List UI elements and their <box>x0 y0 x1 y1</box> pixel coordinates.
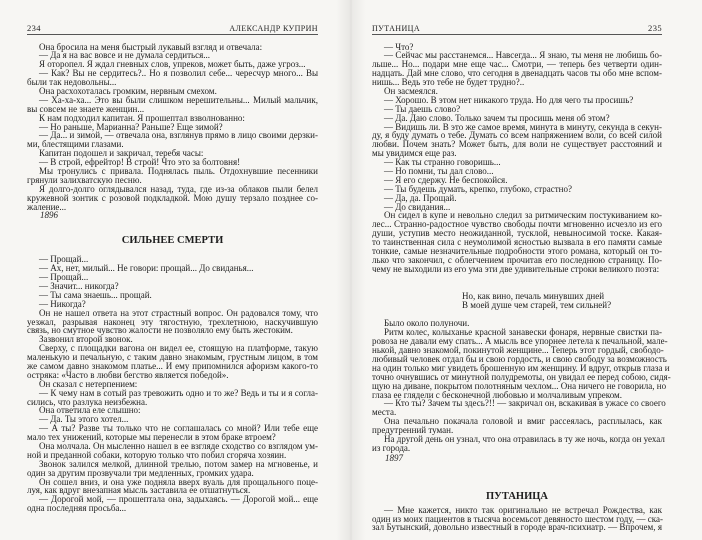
text-line: же самом давно знакомом платье... И ему припомнился афоризм какого-то <box>27 361 318 371</box>
text-line: Она расхохоталась громким, нервным смехом. <box>39 85 217 96</box>
text-line: тонкие, самые незначительные подробности этого романа, который он то- <box>372 245 662 256</box>
text-line: Она печально покачала головой и вмиг рассеялась, расплылась, как <box>384 416 662 427</box>
text-line: ми, блестящими глазами. <box>27 139 124 150</box>
paragraph <box>27 131 318 149</box>
text-line: Она бросила на меня быстрый лукавый взгляд и отвечала: <box>39 41 263 52</box>
verse-quote <box>462 292 662 310</box>
text-line: — Да. Ты этого хотел... <box>39 414 129 425</box>
paragraph <box>372 211 662 273</box>
paragraph <box>27 495 318 513</box>
text-line: — Я его сдержу. Не беспокойся. <box>384 174 508 185</box>
running-head: ПУТАНИЦА <box>372 24 421 33</box>
text-line: — А ты? Разве ты только что не соглашалась со мной? Или тебе еще <box>39 423 318 434</box>
text-line: — Ты будешь думать, крепко, глубоко, страстно? <box>384 183 572 194</box>
text-line: — Да. Даю слово. Только зачем ты просишь меня об этом? <box>384 112 610 123</box>
text-line: остряка: «Часто в любви бегство является победой». <box>27 369 229 380</box>
paragraph <box>27 69 318 87</box>
text-line: Он сказал с нетерпением: <box>39 378 138 389</box>
text-line: — Ха-ха-ха... Это вы были слишком нерешительны... Милый мальчик, <box>39 94 318 105</box>
book-gutter-shadow <box>336 0 366 540</box>
left-page <box>27 0 318 540</box>
text-line: Он сидел в купе и невольно следил за ритмическим постукиванием ко- <box>384 210 662 221</box>
text-line: Она молчала. Он мысленно нашел в ее взгляде сходство со взглядом ум- <box>39 441 318 452</box>
text-line: Я долго-долго оглядывался назад, туда, где из-за облаков пыли белел <box>39 183 318 194</box>
text-line: сились, что разлука неизбежна. <box>27 396 148 407</box>
right-page <box>372 0 671 540</box>
text-line: одна последняя просьба... <box>27 503 127 514</box>
text-line: грянули залихватскую песню. <box>27 174 142 185</box>
paragraph <box>27 424 318 442</box>
text-line: глаза ее глядели с бесконечной любовью и молчаливым упреком. <box>372 389 622 400</box>
text-line: один за другим прозвучали три медленных, громких удара. <box>27 467 254 478</box>
text-line: — В строй, ефрейтор! В строй! Что это за болтовня! <box>39 157 241 168</box>
text-line: на один только миг увидеть брошенную им женщину. И вдруг, открыв глаза и <box>372 362 670 373</box>
story-date: 1897 <box>385 452 403 463</box>
text-line: — Видишь ли. В это же самое время, минута в минуту, секунда в секун- <box>384 121 662 132</box>
paragraph <box>372 123 662 159</box>
paragraph <box>372 417 662 435</box>
text-line: из города. <box>372 442 411 453</box>
text-line: нькой, давно знакомой, покинутой женщине... Теперь этот гордый, свободо- <box>372 345 664 356</box>
text-line: маленькую и печальную, с таким давно знакомым, грустным лицом, в том <box>27 352 318 363</box>
page-header <box>372 24 662 35</box>
paragraph <box>372 434 665 453</box>
text-line: — Но помни, ты дал слово... <box>384 165 494 176</box>
text-line: чему не выходили из его ума эти две удивительные строки великого поэта: <box>372 263 660 274</box>
text-line: точно очнувшись от минутной полудремоты, он увидал ее перед собою, сидя- <box>372 371 671 382</box>
text-line: нишь... Ведь это тебе не будет трудно?.. <box>372 77 525 88</box>
text-line: Он сошел вниз, и она уже подняла вверх вуаль для прощального поце- <box>39 476 318 487</box>
text-line: — Прощай... <box>39 272 89 283</box>
text-line: луя, как вдруг внезапная мысль заставила ее отшатнуться. <box>27 485 251 496</box>
text-line: — Прощай... <box>39 254 89 265</box>
text-line: любви. Почем знать? Может быть, для воли не существует расстояний и <box>372 139 662 150</box>
story-date: 1896 <box>40 210 58 221</box>
text-line: — Что? <box>384 41 414 52</box>
paragraph <box>372 51 662 87</box>
text-line: вы совсем не знаете женщин... <box>27 103 145 114</box>
text-line: Зазвонил второй звонок. <box>39 334 133 345</box>
text-line: предутренний туман. <box>372 425 454 436</box>
text-line: надцать. Дай мне слово, что сегодня в двенадцать часов ты обо мне вспом- <box>372 68 662 79</box>
text-line: Она ответила еле слышно: <box>39 405 141 416</box>
text-line: мы увидимся еще раз. <box>372 148 457 159</box>
text-line: — Никогда? <box>39 298 86 309</box>
text-line: В моей душе чем старей, тем сильней? <box>462 299 612 310</box>
paragraph <box>372 398 666 418</box>
text-line: Было около полуночи. <box>384 318 470 329</box>
text-line: Но, как вино, печаль минувших дней <box>462 290 605 301</box>
text-line: любивый человек отдал бы и свою гордость, и свою свободу за возможность <box>372 354 667 364</box>
page-number: 234 <box>27 23 41 33</box>
paragraph <box>372 506 662 533</box>
story-title: ПУТАНИЦА <box>485 490 549 502</box>
paragraph <box>372 327 671 400</box>
text-line: связь, но смутное чувство жалости не позволяло ему быть жестоким. <box>27 325 293 336</box>
story-title: СИЛЬНЕЕ СМЕРТИ <box>121 234 224 246</box>
text-line: — Хорошо. В этом нет никакого труда. Но для чего ты просишь? <box>384 94 634 105</box>
paragraph <box>27 442 318 460</box>
text-line: — Да я на вас вовсе и не думала сердиться... <box>39 50 211 61</box>
page-body <box>372 41 671 533</box>
paragraph <box>27 185 318 212</box>
paragraph <box>27 167 318 185</box>
text-line: лько что закончил, с облегчением прочитав его последнюю страницу. По- <box>372 254 662 265</box>
text-line: уезжал, разрывая наконец эту тягостную, трехлетнюю, наскучившую <box>27 316 318 327</box>
text-line: Ритм колес, колыханье красной занавески фонаря, нервные свистки па- <box>384 327 662 338</box>
page-number: 235 <box>648 23 662 33</box>
text-line: ровоза не давали ему спать... А мысль все упорнее летела к печальной, мале- <box>372 336 668 347</box>
text-line: — Значит... никогда? <box>39 280 119 291</box>
text-line: — Сейчас мы расстанемся... Навсегда... Я знаю, ты меня не любишь бо- <box>384 50 662 61</box>
text-line: — К чему нам в сотый раз тревожить одно и то же? Ведь и ты и я согла- <box>39 387 318 398</box>
text-line: зал Бутынский, довольно известный в городе врач-психиатр. — Впрочем, я <box>372 522 662 533</box>
text-line: — Да... и зимой, — отвечала она, взглянув прямо в лицо своими дерзки- <box>39 130 318 141</box>
text-line: Капитан подошел и закричал, теребя часы: <box>39 148 204 159</box>
text-line: щую на диване, покрытом полотняным чехлом... Она ничего не говорила, но <box>372 380 667 391</box>
paragraph <box>27 478 318 496</box>
text-line: кружевной зонтик с розовой подкладкой. Мою душу терзало позднее со- <box>27 192 318 203</box>
text-line: ду, я буду думать о тебе. Думать со всем напряжением воли, со всей силой <box>372 130 662 141</box>
text-line: жаление... <box>27 201 67 212</box>
text-line: то таинственная сила с неумолимой ясностью вызвала в его памяти самые <box>372 237 662 248</box>
text-line: один из моих пациентов в тысяча восемьсот девяносто шестом году, — ска- <box>372 513 663 524</box>
text-line: — Ты сама знаешь... прощай. <box>39 289 152 300</box>
paragraph <box>27 309 318 336</box>
text-line: Он засмеялся. <box>384 85 438 96</box>
text-line: — Да, да. Прощай. <box>384 192 457 203</box>
text-line: — До свидания... <box>384 201 451 212</box>
text-line: лес... Странно-радостное чувство свободы почти мгновенно исчезло из его <box>372 219 662 230</box>
running-head: АЛЕКСАНДР КУПРИН <box>229 24 318 33</box>
text-line: Сверху, с площадки вагона он видел ее, стоящую на платформе, такую <box>39 343 318 354</box>
text-line: — Как ты странно говоришь... <box>384 157 501 168</box>
text-line: На другой день он узнал, что она отравилась в ту же ночь, когда он уехал <box>384 434 665 445</box>
text-line: были так недовольны... <box>27 77 117 88</box>
text-line: — Кто ты? Зачем ты здесь?!! — закричал он, вскакивая в ужасе со своего <box>384 398 666 409</box>
text-line: Он не нашел ответа на этот страстный вопрос. Он радовался тому, что <box>39 307 318 318</box>
text-line: — Дорогой мой, — прошептала она, задыхаясь. — Дорогой мой... еще <box>39 494 318 505</box>
text-line: — Мне кажется, никто так оригинально не встречал Рождества, как <box>384 504 662 515</box>
text-line: — Как? Вы не сердитесь?.. Но я позволил себе... чересчур много... Вы <box>39 68 318 79</box>
page-header <box>27 24 318 35</box>
text-line: души, уступив место неожиданной, тусклой, невыносимой тоске. Какая- <box>372 228 662 239</box>
text-line: — Ты даешь слово? <box>384 103 461 114</box>
text-line: — Ах, нет, милый... Не говори: прощай... До свиданья... <box>39 263 254 274</box>
text-line: Звонок залился мелкой, длинной трелью, потом замер на мгновенье, и <box>39 458 318 469</box>
text-line: Я оторопел. Я ждал гневных слов, упреков, может быть, даже угроз... <box>39 59 306 70</box>
text-line: Мы тронулись с привала. Поднялась пыль. Отдохнувшие песенники <box>39 165 318 176</box>
paragraph <box>27 344 318 380</box>
paragraph <box>27 460 318 478</box>
paragraph <box>27 96 318 114</box>
text-line: мало тех унижений, которые мы перенесли в этом браке втроем? <box>27 432 276 443</box>
page-body <box>27 43 318 514</box>
text-line: К нам подходил капитан. Я прошептал взволнованно: <box>39 112 245 123</box>
text-line: места. <box>372 407 397 418</box>
text-line: — Но раньше, Марианна? Раньше? Еще зимой? <box>39 121 223 132</box>
text-line: ной и преданной собаки, которую только что побил сгоряча хозяин. <box>27 449 287 460</box>
text-line: льше... Но... подари мне еще час... Смотри, — теперь без четверти один- <box>372 59 662 70</box>
paragraph <box>27 389 318 407</box>
